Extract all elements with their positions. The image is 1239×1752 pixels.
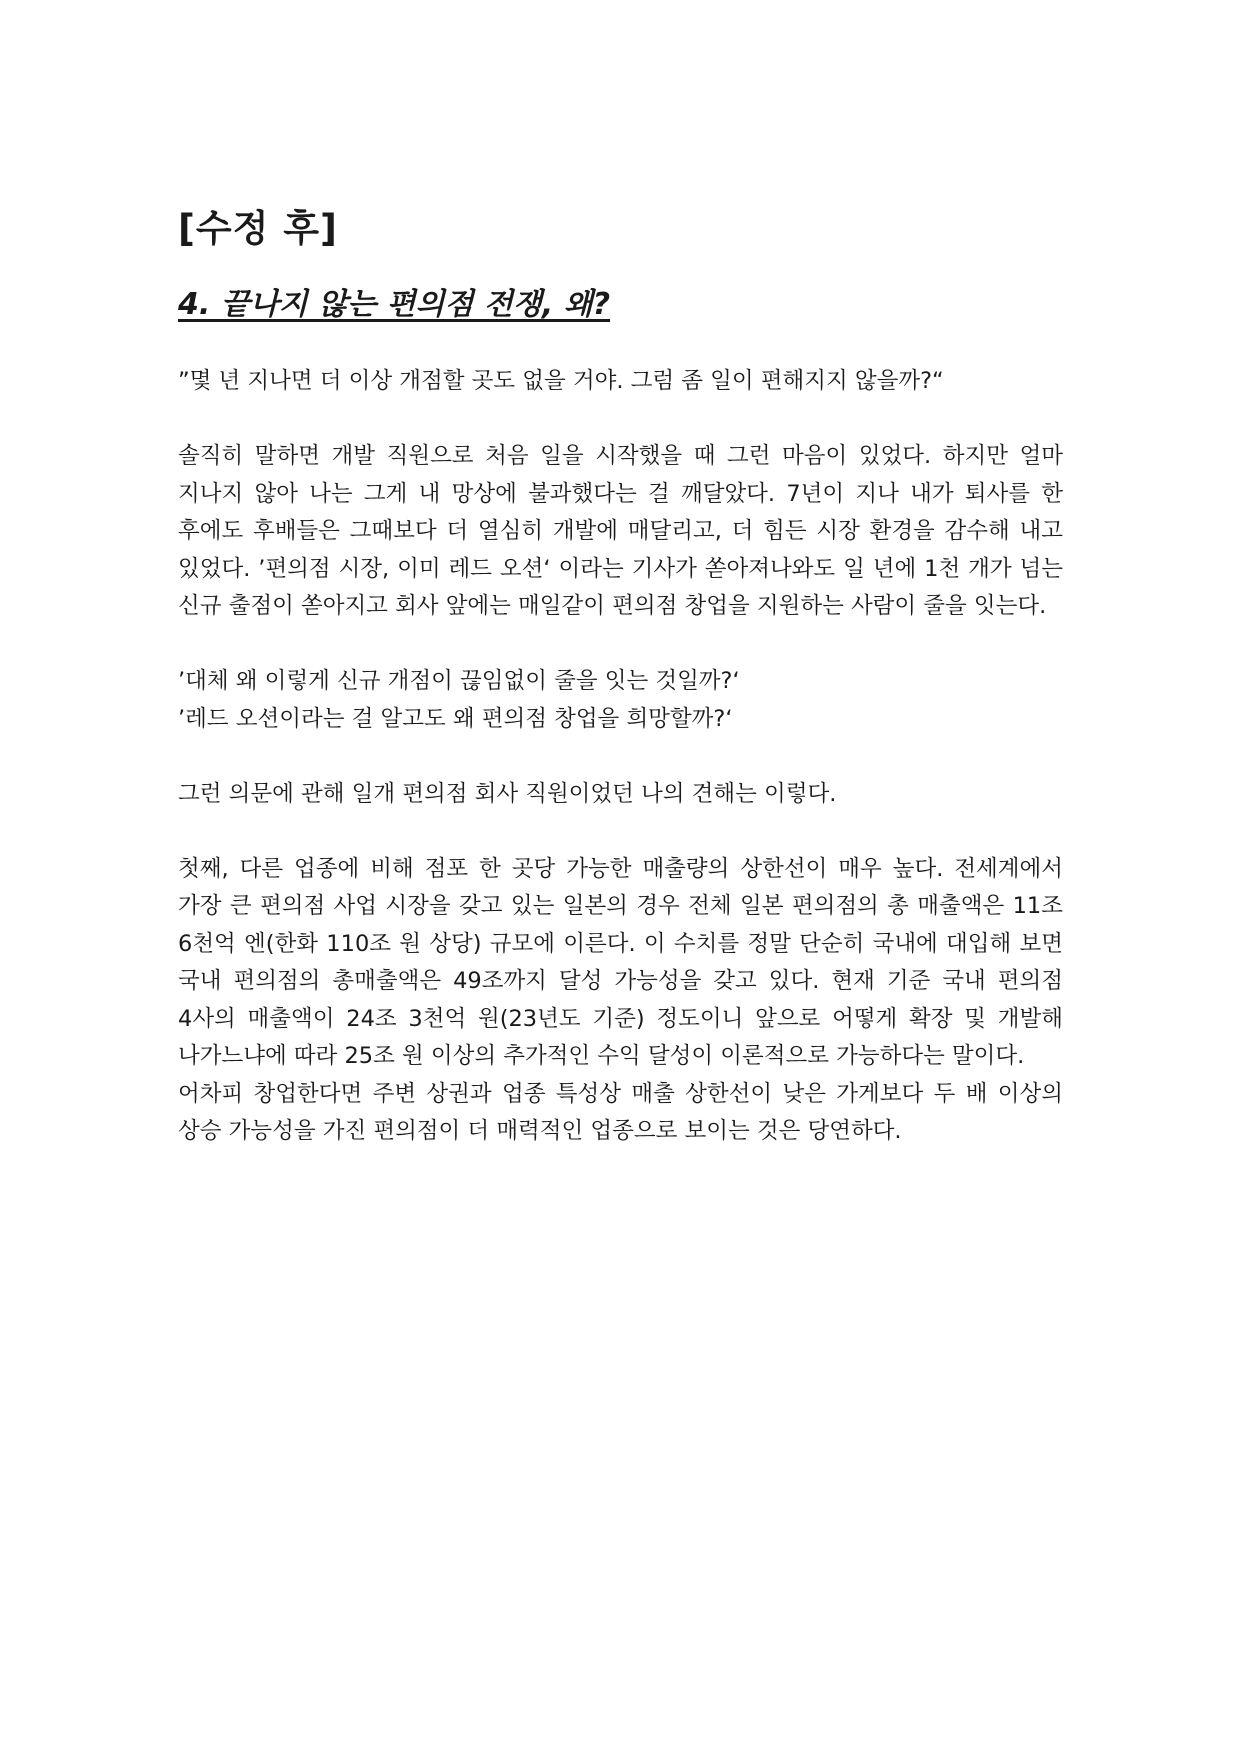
paragraph-question-1: ’대체 왜 이렇게 신규 개점이 끊임없이 줄을 잇는 것일까?‘ <box>178 668 740 694</box>
spacer <box>178 401 1063 439</box>
document-page <box>178 205 1063 1151</box>
paragraph-quote: ”몇 년 지나면 더 이상 개점할 곳도 없을 거야. 그럼 좀 일이 편해지지 않을까?“ <box>178 368 944 394</box>
spacer <box>178 738 1063 776</box>
chapter-title: 4. 끝나지 않는 편의점 전쟁, 왜? <box>178 287 611 322</box>
paragraph-question-2: ’레드 오션이라는 걸 알고도 왜 편의점 창업을 희망할까?‘ <box>178 705 733 732</box>
paragraph-intro: 솔직히 말하면 개발 직원으로 처음 일을 시작했을 때 그런 마음이 있었다. 하지만 얼마 지나지 않아 나는 그게 내 망상에 불과했다는 걸 깨달았다. 7년이 지나 내가 퇴사를 한 후에도 후배들은 그때보다 더 열심히 개발에 매달리고, 더 힘든 시장 환경을 감수해 내고 있었다. ’편의점 시장, 이미 레드 오션‘ 이라는 기사가 쏟아져나와도 일 년에 1천 개가 넘는 신규 출점이 쏟아지고 회사 앞에는 매일같이 편의점 창업을 지원하는 사람이 줄을 잇는다. <box>178 443 1063 619</box>
document-heading: [수정 후] <box>178 207 338 250</box>
spacer <box>178 327 1063 363</box>
paragraph-opinion: 그런 의문에 관해 일개 편의점 회사 직원이었던 나의 견해는 이렇다. <box>178 780 837 807</box>
paragraph-first-reason: 첫째, 다른 업종에 비해 점포 한 곳당 가능한 매출량의 상한선이 매우 높다. 전세계에서 가장 큰 편의점 사업 시장을 갖고 있는 일본의 경우 전체 일본 편의점의 총 매출액은 11조 6천억 엔(한화 110조 원 상당) 규모에 이른다. 이 수치를 정말 단순히 국내에 대입해 보면 국내 편의점의 총매출액은 49조까지 달성 가능성을 갖고 있다. 현재 기준 국내 편의점 4사의 매출액이 24조 3천억 원(23년도 기준) 정도이니 앞으로 어떻게 확장 및 개발해 나가느냐에 따라 25조 원 이상의 추가적인 수익 달성이 이론적으로 가능하다는 말이다. <box>178 855 1063 1069</box>
spacer <box>178 813 1063 851</box>
paragraph-conclusion: 어차피 창업한다면 주변 상권과 업종 특성상 매출 상한선이 낮은 가게보다 두 배 이상의 상승 가능성을 가진 편의점이 더 매력적인 업종으로 보이는 것은 당연하다. <box>178 1080 1063 1144</box>
spacer <box>178 626 1063 664</box>
